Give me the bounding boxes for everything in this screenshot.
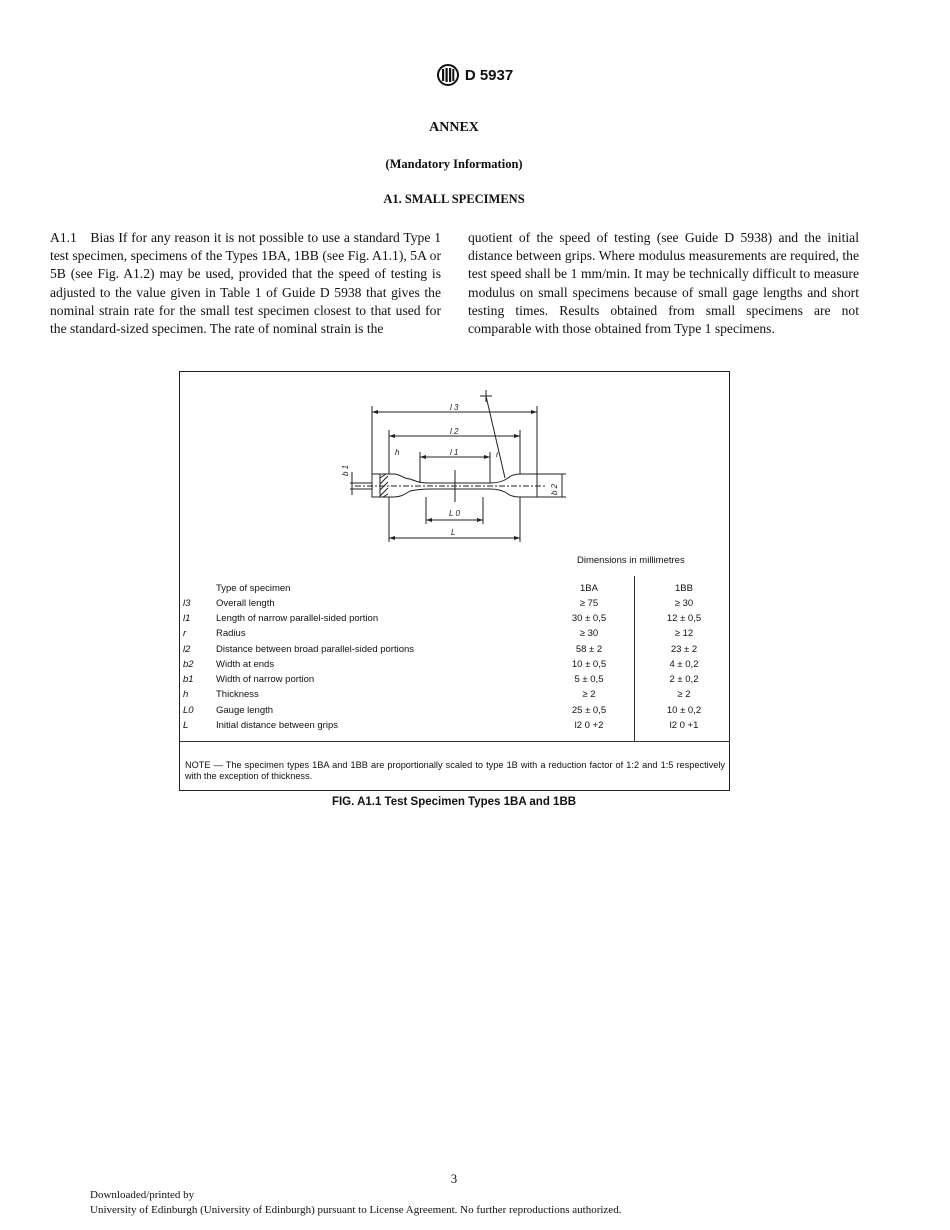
document-designation: D 5937	[464, 66, 514, 84]
table-cell: r	[183, 628, 187, 639]
table-cell: Distance between broad parallel-sided portions	[216, 644, 415, 655]
table-cell: ≥ 75	[579, 598, 599, 609]
table-cell: b1	[183, 674, 194, 685]
section-title: A1. SMALL SPECIMENS	[383, 192, 525, 206]
table-cell: 5 ± 0,5	[574, 674, 604, 685]
table-row	[183, 613, 729, 628]
specimen-drawing	[330, 385, 570, 550]
table-row	[183, 644, 729, 659]
table-row	[183, 689, 729, 704]
table-row	[183, 705, 729, 720]
table-cell: 4 ± 0,2	[669, 659, 699, 670]
table-cell: L	[183, 720, 189, 731]
figure-caption: FIG. A1.1 Test Specimen Types 1BA and 1BB	[331, 796, 577, 808]
table-cell: 23 ± 2	[670, 644, 698, 655]
table-cell: ≥ 30	[674, 598, 694, 609]
table-cell: 25 ± 0,5	[571, 705, 607, 716]
table-cell: Length of narrow parallel-sided portion	[216, 613, 379, 624]
label-L: L	[451, 528, 456, 537]
table-cell: l2	[183, 644, 191, 655]
table-cell: Type of specimen	[216, 583, 291, 594]
table-row	[183, 674, 729, 689]
table-cell: l2 0 +1	[669, 720, 699, 731]
table-cell: h	[183, 689, 189, 700]
table-cell: l2 0 +2	[574, 720, 604, 731]
table-cell: 30 ± 0,5	[571, 613, 607, 624]
page-number: 3	[450, 1172, 458, 1186]
table-row	[183, 659, 729, 674]
document-header	[0, 62, 950, 88]
label-h: h	[395, 448, 400, 457]
body-column-left: A1.1 Bias If for any reason it is not possible to use a standard Type 1 test specimen, specimens of the Types 1BA, 1BB (see Fig. A1.1), 5A or 5B (see Fig. A1.2) may be used, provided that the speed of testing is adjusted to the value given in Table 1 of Guide D 5938 that gives the nominal strain rate for the small test specimen closest to that used for the standard-sized specimen. The rate of nominal strain is the	[50, 230, 441, 337]
table-row	[183, 720, 729, 735]
table-cell: 12 ± 0,5	[666, 613, 702, 624]
note-divider	[180, 741, 729, 742]
table-column-divider	[634, 576, 635, 741]
label-b2: b 2	[550, 483, 559, 495]
table-cell: Radius	[216, 628, 246, 639]
label-r: r	[496, 450, 499, 459]
footer-license-line: University of Edinburgh (University of Edinburgh) pursuant to License Agreement. No further reproductions authorized.	[90, 1204, 622, 1216]
table-cell: 10 ± 0,5	[571, 659, 607, 670]
table-cell: 58 ± 2	[575, 644, 603, 655]
table-cell: L0	[183, 705, 194, 716]
label-l1: l 1	[450, 448, 459, 457]
label-l2: l 2	[450, 427, 459, 436]
table-row	[183, 628, 729, 643]
table-cell: ≥ 2	[677, 689, 691, 700]
table-cell: 10 ± 0,2	[666, 705, 702, 716]
table-row	[183, 598, 729, 613]
table-cell: ≥ 12	[674, 628, 694, 639]
dimensions-note: Dimensions in millimetres	[577, 555, 685, 566]
footer-download-line: Downloaded/printed by	[90, 1189, 195, 1201]
table-cell: 1BA	[580, 583, 598, 594]
label-l3: l 3	[450, 403, 459, 412]
table-cell: 1BB	[675, 583, 693, 594]
table-cell: Width at ends	[216, 659, 275, 670]
table-cell: Thickness	[216, 689, 259, 700]
label-L0: L 0	[449, 509, 460, 518]
table-header	[183, 583, 729, 598]
body-column-right: quotient of the speed of testing (see Guide D 5938) and the initial distance between grips. Where modulus measurements are required, the test speed shall be 1 mm/min. It may be technically difficult to measure modulus on small specimens because of small gage lengths and short testing times. Results obtained from small specimens are not comparable with those obtained from Type 1 specimens.	[468, 230, 859, 337]
table-cell: b2	[183, 659, 194, 670]
table-cell: 2 ± 0,2	[669, 674, 699, 685]
table-cell: l3	[183, 598, 191, 609]
table-cell: Gauge length	[216, 705, 274, 716]
table-cell: ≥ 30	[579, 628, 599, 639]
astm-logo-icon	[437, 64, 459, 86]
table-cell: Initial distance between grips	[216, 720, 338, 731]
table-cell: Width of narrow portion	[216, 674, 315, 685]
annex-subtitle: (Mandatory Information)	[385, 157, 523, 171]
annex-title: ANNEX	[429, 120, 479, 135]
table-cell: ≥ 2	[582, 689, 596, 700]
label-b1: b 1	[341, 464, 350, 476]
figure-note: NOTE — The specimen types 1BA and 1BB are proportionally scaled to type 1B with a reduction factor of 1:2 and 1:5 respectively with the exception of thickness.	[185, 760, 725, 781]
table-cell: l1	[183, 613, 191, 624]
table-cell: Overall length	[216, 598, 275, 609]
